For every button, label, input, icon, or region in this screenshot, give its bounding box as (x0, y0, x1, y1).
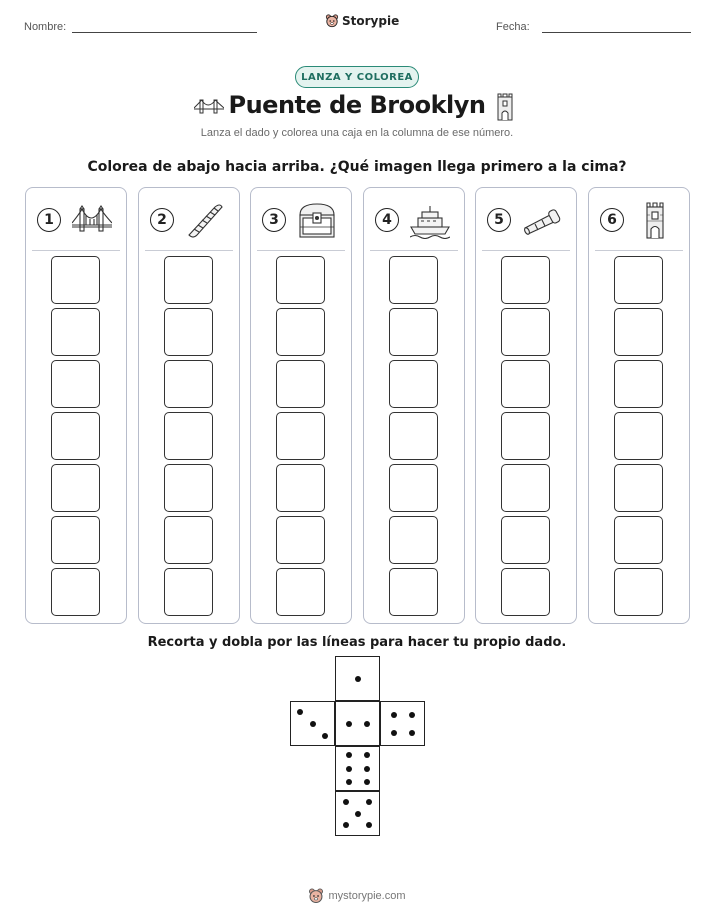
color-box[interactable] (51, 308, 100, 356)
color-box[interactable] (614, 412, 663, 460)
storypie-mascot-icon (325, 14, 339, 28)
column-header (364, 188, 464, 250)
color-box[interactable] (164, 360, 213, 408)
column-divider (370, 250, 458, 251)
subtitle: Lanza el dado y colorea una caja en la columna de ese número. (200, 127, 514, 139)
color-box[interactable] (389, 256, 438, 304)
color-box[interactable] (51, 516, 100, 564)
ferry-boat-icon (410, 201, 450, 239)
telescope-icon (522, 201, 562, 239)
color-box[interactable] (501, 360, 550, 408)
color-box[interactable] (164, 308, 213, 356)
name-label: Nombre: (24, 21, 67, 33)
color-box[interactable] (389, 568, 438, 616)
color-box[interactable] (276, 516, 325, 564)
column-header (251, 188, 351, 250)
color-box[interactable] (51, 256, 100, 304)
color-box[interactable] (164, 256, 213, 304)
rope-icon (185, 201, 225, 239)
dice-pip (346, 766, 352, 772)
column-divider (32, 250, 120, 251)
color-box[interactable] (614, 516, 663, 564)
brand-logo (325, 14, 399, 28)
treasure-chest-icon (297, 201, 337, 239)
column-number: 6 (600, 208, 624, 232)
dice-pip (366, 822, 372, 828)
name-line[interactable] (72, 32, 257, 33)
page-title: Puente de Brooklyn (228, 91, 486, 119)
dice-pip (297, 709, 303, 715)
column-5 (475, 187, 577, 624)
column-3 (250, 187, 352, 624)
color-box[interactable] (389, 464, 438, 512)
dice-face-6 (335, 746, 380, 791)
color-box[interactable] (389, 516, 438, 564)
color-box[interactable] (614, 464, 663, 512)
dice-pip (391, 712, 397, 718)
color-box[interactable] (389, 412, 438, 460)
dice-pip (322, 733, 328, 739)
tower-icon (635, 201, 675, 239)
color-box[interactable] (164, 568, 213, 616)
column-divider (257, 250, 345, 251)
dice-instruction: Recorta y dobla por las líneas para hacer tu propio dado. (147, 635, 567, 650)
color-box[interactable] (51, 412, 100, 460)
color-box[interactable] (276, 360, 325, 408)
color-box[interactable] (276, 308, 325, 356)
column-4 (363, 187, 465, 624)
color-box[interactable] (164, 516, 213, 564)
dice-pip (364, 766, 370, 772)
color-box[interactable] (276, 568, 325, 616)
column-number: 2 (150, 208, 174, 232)
column-divider (482, 250, 570, 251)
color-box[interactable] (501, 412, 550, 460)
color-box[interactable] (614, 568, 663, 616)
color-box[interactable] (276, 412, 325, 460)
dice-pip (355, 676, 361, 682)
color-box[interactable] (501, 568, 550, 616)
column-header (26, 188, 126, 250)
color-box[interactable] (51, 568, 100, 616)
color-box[interactable] (276, 256, 325, 304)
dice-face-2 (335, 701, 380, 746)
color-box[interactable] (501, 256, 550, 304)
color-box[interactable] (614, 360, 663, 408)
color-box[interactable] (164, 412, 213, 460)
color-box[interactable] (389, 308, 438, 356)
color-box[interactable] (501, 516, 550, 564)
color-box[interactable] (501, 308, 550, 356)
dice-face-1 (335, 656, 380, 701)
date-label: Fecha: (496, 21, 530, 33)
color-box[interactable] (164, 464, 213, 512)
storypie-mascot-icon (308, 888, 324, 904)
dice-face-3 (290, 701, 335, 746)
dice-face-4 (380, 701, 425, 746)
activity-badge: LANZA Y COLOREA (295, 66, 419, 88)
column-2 (138, 187, 240, 624)
tower-icon (495, 93, 515, 121)
date-line[interactable] (542, 32, 691, 33)
dice-pip (364, 752, 370, 758)
color-box[interactable] (501, 464, 550, 512)
column-divider (595, 250, 683, 251)
column-number: 4 (375, 208, 399, 232)
column-number: 3 (262, 208, 286, 232)
brand-name: Storypie (342, 14, 400, 28)
dice-pip (355, 811, 361, 817)
column-number: 5 (487, 208, 511, 232)
footer-url[interactable]: mystorypie.com (328, 890, 406, 902)
color-box[interactable] (51, 360, 100, 408)
footer (0, 888, 714, 904)
dice-pip (343, 799, 349, 805)
color-box[interactable] (276, 464, 325, 512)
dice-pip (366, 799, 372, 805)
dice-pip (346, 779, 352, 785)
column-header (476, 188, 576, 250)
dice-pip (409, 730, 415, 736)
color-box[interactable] (51, 464, 100, 512)
column-1 (25, 187, 127, 624)
column-6 (588, 187, 690, 624)
dice-pip (364, 721, 370, 727)
dice-pip (346, 752, 352, 758)
dice-pip (409, 712, 415, 718)
dice-pip (391, 730, 397, 736)
dice-pip (343, 822, 349, 828)
dice-pip (346, 721, 352, 727)
dice-face-5 (335, 791, 380, 836)
column-header (139, 188, 239, 250)
color-box[interactable] (614, 256, 663, 304)
color-box[interactable] (614, 308, 663, 356)
column-number: 1 (37, 208, 61, 232)
column-divider (145, 250, 233, 251)
dice-pip (310, 721, 316, 727)
bridge-icon (72, 201, 112, 239)
color-box[interactable] (389, 360, 438, 408)
game-instruction: Colorea de abajo hacia arriba. ¿Qué imagen llega primero a la cima? (87, 159, 627, 175)
dice-pip (364, 779, 370, 785)
column-header (589, 188, 689, 250)
